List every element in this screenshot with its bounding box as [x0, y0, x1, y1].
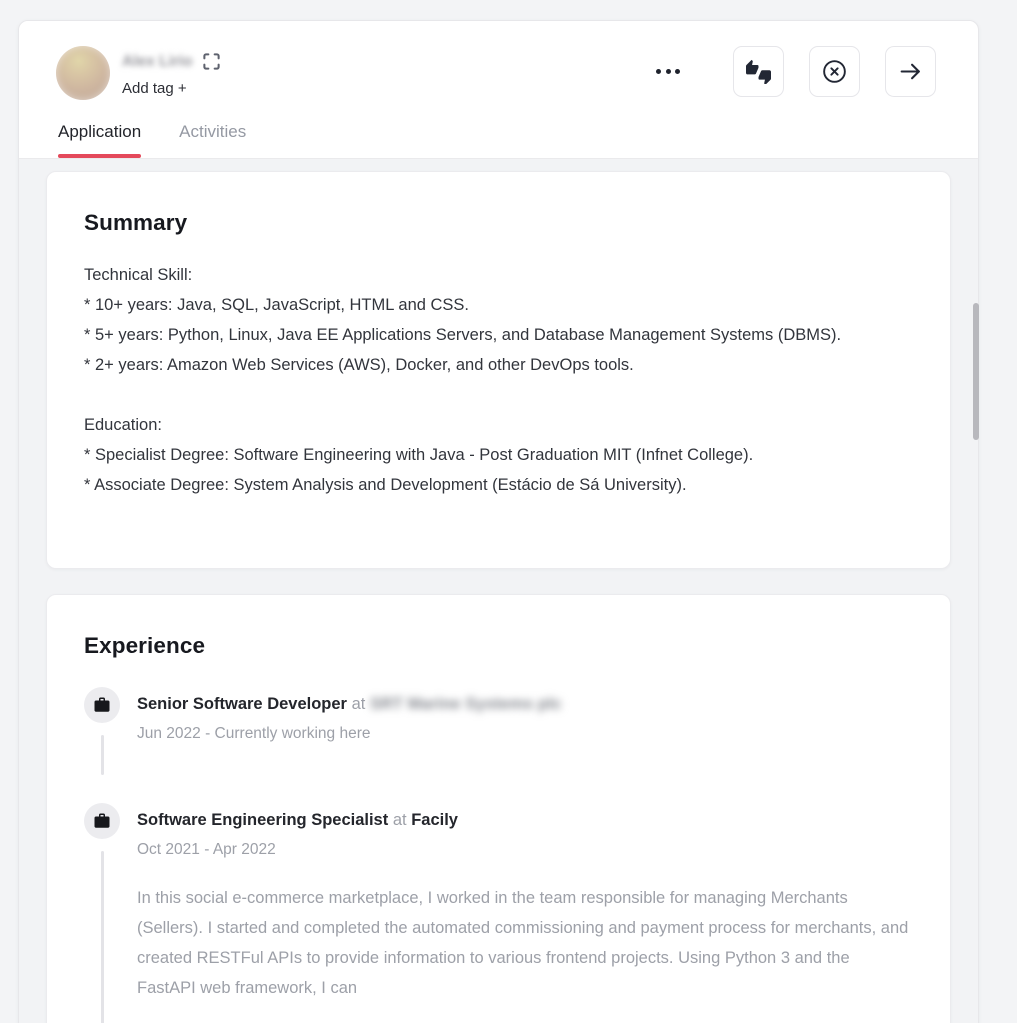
candidate-name-block [122, 46, 221, 100]
job-description: In this social e-commerce marketplace, I worked in the team responsible for managing Merchants (Sellers). I started and completed the automated commissioning and payment process for merchants, and created RESTFul APIs to provide information to various frontend projects. Using Python 3 and the FastAPI web framework, I can [137, 889, 909, 997]
summary-line: * 5+ years: Python, Linux, Java EE Applications Servers, and Database Management Systems (DBMS). [84, 326, 842, 344]
company-name: SRT Marine Systems plc [369, 695, 562, 713]
timeline-rail [84, 687, 120, 775]
summary-line: * 2+ years: Amazon Web Services (AWS), Docker, and other DevOps tools. [84, 356, 634, 374]
x-circle-icon [821, 58, 848, 85]
summary-card [46, 171, 951, 569]
profile-tabs [19, 100, 978, 159]
job-dates: Jun 2022 - Currently working here [137, 725, 371, 742]
at-label: at [392, 811, 407, 829]
tab-application[interactable]: Application [58, 100, 141, 158]
rate-candidate-button[interactable] [733, 46, 784, 97]
application-content [19, 159, 978, 1023]
move-to-next-stage-button[interactable] [885, 46, 936, 97]
disqualify-button[interactable] [809, 46, 860, 97]
candidate-panel [18, 20, 979, 1023]
job-dates: Oct 2021 - Apr 2022 [137, 841, 276, 858]
candidate-name: Alex Lirio [122, 52, 193, 70]
timeline-rail [84, 803, 120, 1023]
job-title: Senior Software Developer [137, 695, 347, 713]
header-actions [648, 46, 936, 97]
summary-line: * Specialist Degree: Software Engineering with Java - Post Graduation MIT (Infnet College). [84, 446, 754, 464]
expand-profile-button[interactable] [202, 52, 221, 71]
company-name: Facily [411, 811, 458, 829]
job-title: Software Engineering Specialist [137, 811, 389, 829]
summary-title: Summary [84, 210, 188, 235]
briefcase-icon [84, 803, 120, 839]
summary-line: Education: [84, 416, 162, 434]
briefcase-icon [84, 687, 120, 723]
ellipsis-icon [656, 69, 680, 74]
summary-line: Technical Skill: [84, 266, 193, 284]
thumbs-up-down-icon [746, 59, 771, 84]
arrow-right-icon [898, 59, 923, 84]
summary-line: * Associate Degree: System Analysis and Development (Estácio de Sá University). [84, 476, 687, 494]
candidate-header [19, 21, 978, 100]
expand-icon [202, 52, 221, 71]
experience-entry [84, 803, 910, 1023]
summary-line [84, 380, 894, 410]
candidate-identity [56, 46, 221, 100]
at-label: at [351, 695, 366, 713]
timeline-connector [101, 735, 104, 775]
scrollbar-thumb[interactable] [973, 303, 979, 440]
add-tag-button[interactable]: Add tag + [122, 80, 187, 97]
experience-entry [84, 687, 910, 775]
tab-activities[interactable]: Activities [179, 100, 246, 158]
experience-card [46, 594, 951, 1023]
summary-body [84, 260, 894, 500]
summary-line: * 10+ years: Java, SQL, JavaScript, HTML and CSS. [84, 296, 470, 314]
more-options-button[interactable] [648, 61, 688, 82]
experience-title: Experience [84, 633, 206, 658]
timeline-connector [101, 851, 104, 1023]
candidate-avatar [56, 46, 110, 100]
